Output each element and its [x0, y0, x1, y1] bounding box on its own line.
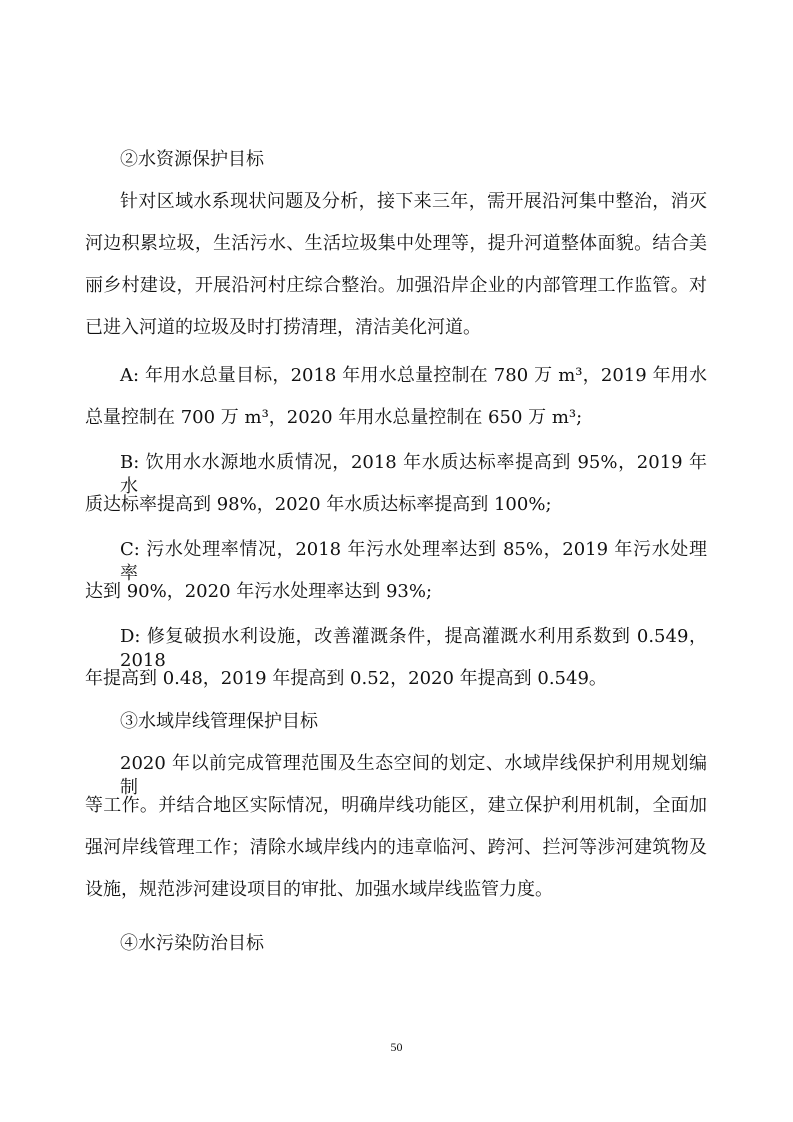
item-b-line-1: B: 饮用水水源地水质情况，2018 年水质达标率提高到 95%，2019 年水	[120, 452, 707, 497]
section-heading-shoreline: ③水域岸线管理保护目标	[120, 711, 318, 732]
paragraph-1-line-3: 丽乡村建设，开展沿河村庄综合整治。加强沿岸企业的内部管理工作监管。对	[85, 275, 707, 296]
section-heading-pollution: ④水污染防治目标	[120, 933, 264, 954]
paragraph-2-line-4: 设施，规范涉河建设项目的审批、加强水域岸线监管力度。	[85, 879, 553, 900]
item-a-line-1: A: 年用水总量目标，2018 年用水总量控制在 780 万 m³，2019 年用水	[120, 365, 707, 386]
item-d-line-1: D: 修复破损水利设施，改善灌溉条件，提高灌溉水利用系数到 0.549，2018	[120, 626, 707, 671]
item-b-line-2: 质达标率提高到 98%，2020 年水质达标率提高到 100%;	[85, 494, 552, 515]
paragraph-1-line-1: 针对区域水系现状问题及分析，接下来三年，需开展沿河集中整治，消灭	[120, 191, 707, 212]
paragraph-2-line-3: 强河岸线管理工作；清除水域岸线内的违章临河、跨河、拦河等涉河建筑物及	[85, 837, 707, 858]
item-c-line-2: 达到 90%，2020 年污水处理率达到 93%;	[85, 581, 433, 602]
section-heading-water-resource: ②水资源保护目标	[120, 149, 264, 170]
paragraph-2-line-2: 等工作。并结合地区实际情况，明确岸线功能区，建立保护利用机制，全面加	[85, 795, 707, 816]
page-number: 50	[390, 1040, 403, 1054]
item-d-line-2: 年提高到 0.48，2019 年提高到 0.52，2020 年提高到 0.549。	[85, 668, 607, 689]
item-c-line-1: C: 污水处理率情况，2018 年污水处理率达到 85%，2019 年污水处理率	[120, 539, 707, 584]
paragraph-1-line-4: 已进入河道的垃圾及时打捞清理，清洁美化河道。	[85, 317, 481, 338]
paragraph-1-line-2: 河边积累垃圾，生活污水、生活垃圾集中处理等，提升河道整体面貌。结合美	[85, 233, 707, 254]
paragraph-2-line-1: 2020 年以前完成管理范围及生态空间的划定、水域岸线保护利用规划编制	[120, 753, 707, 798]
item-a-line-2: 总量控制在 700 万 m³，2020 年用水总量控制在 650 万 m³;	[85, 407, 583, 428]
